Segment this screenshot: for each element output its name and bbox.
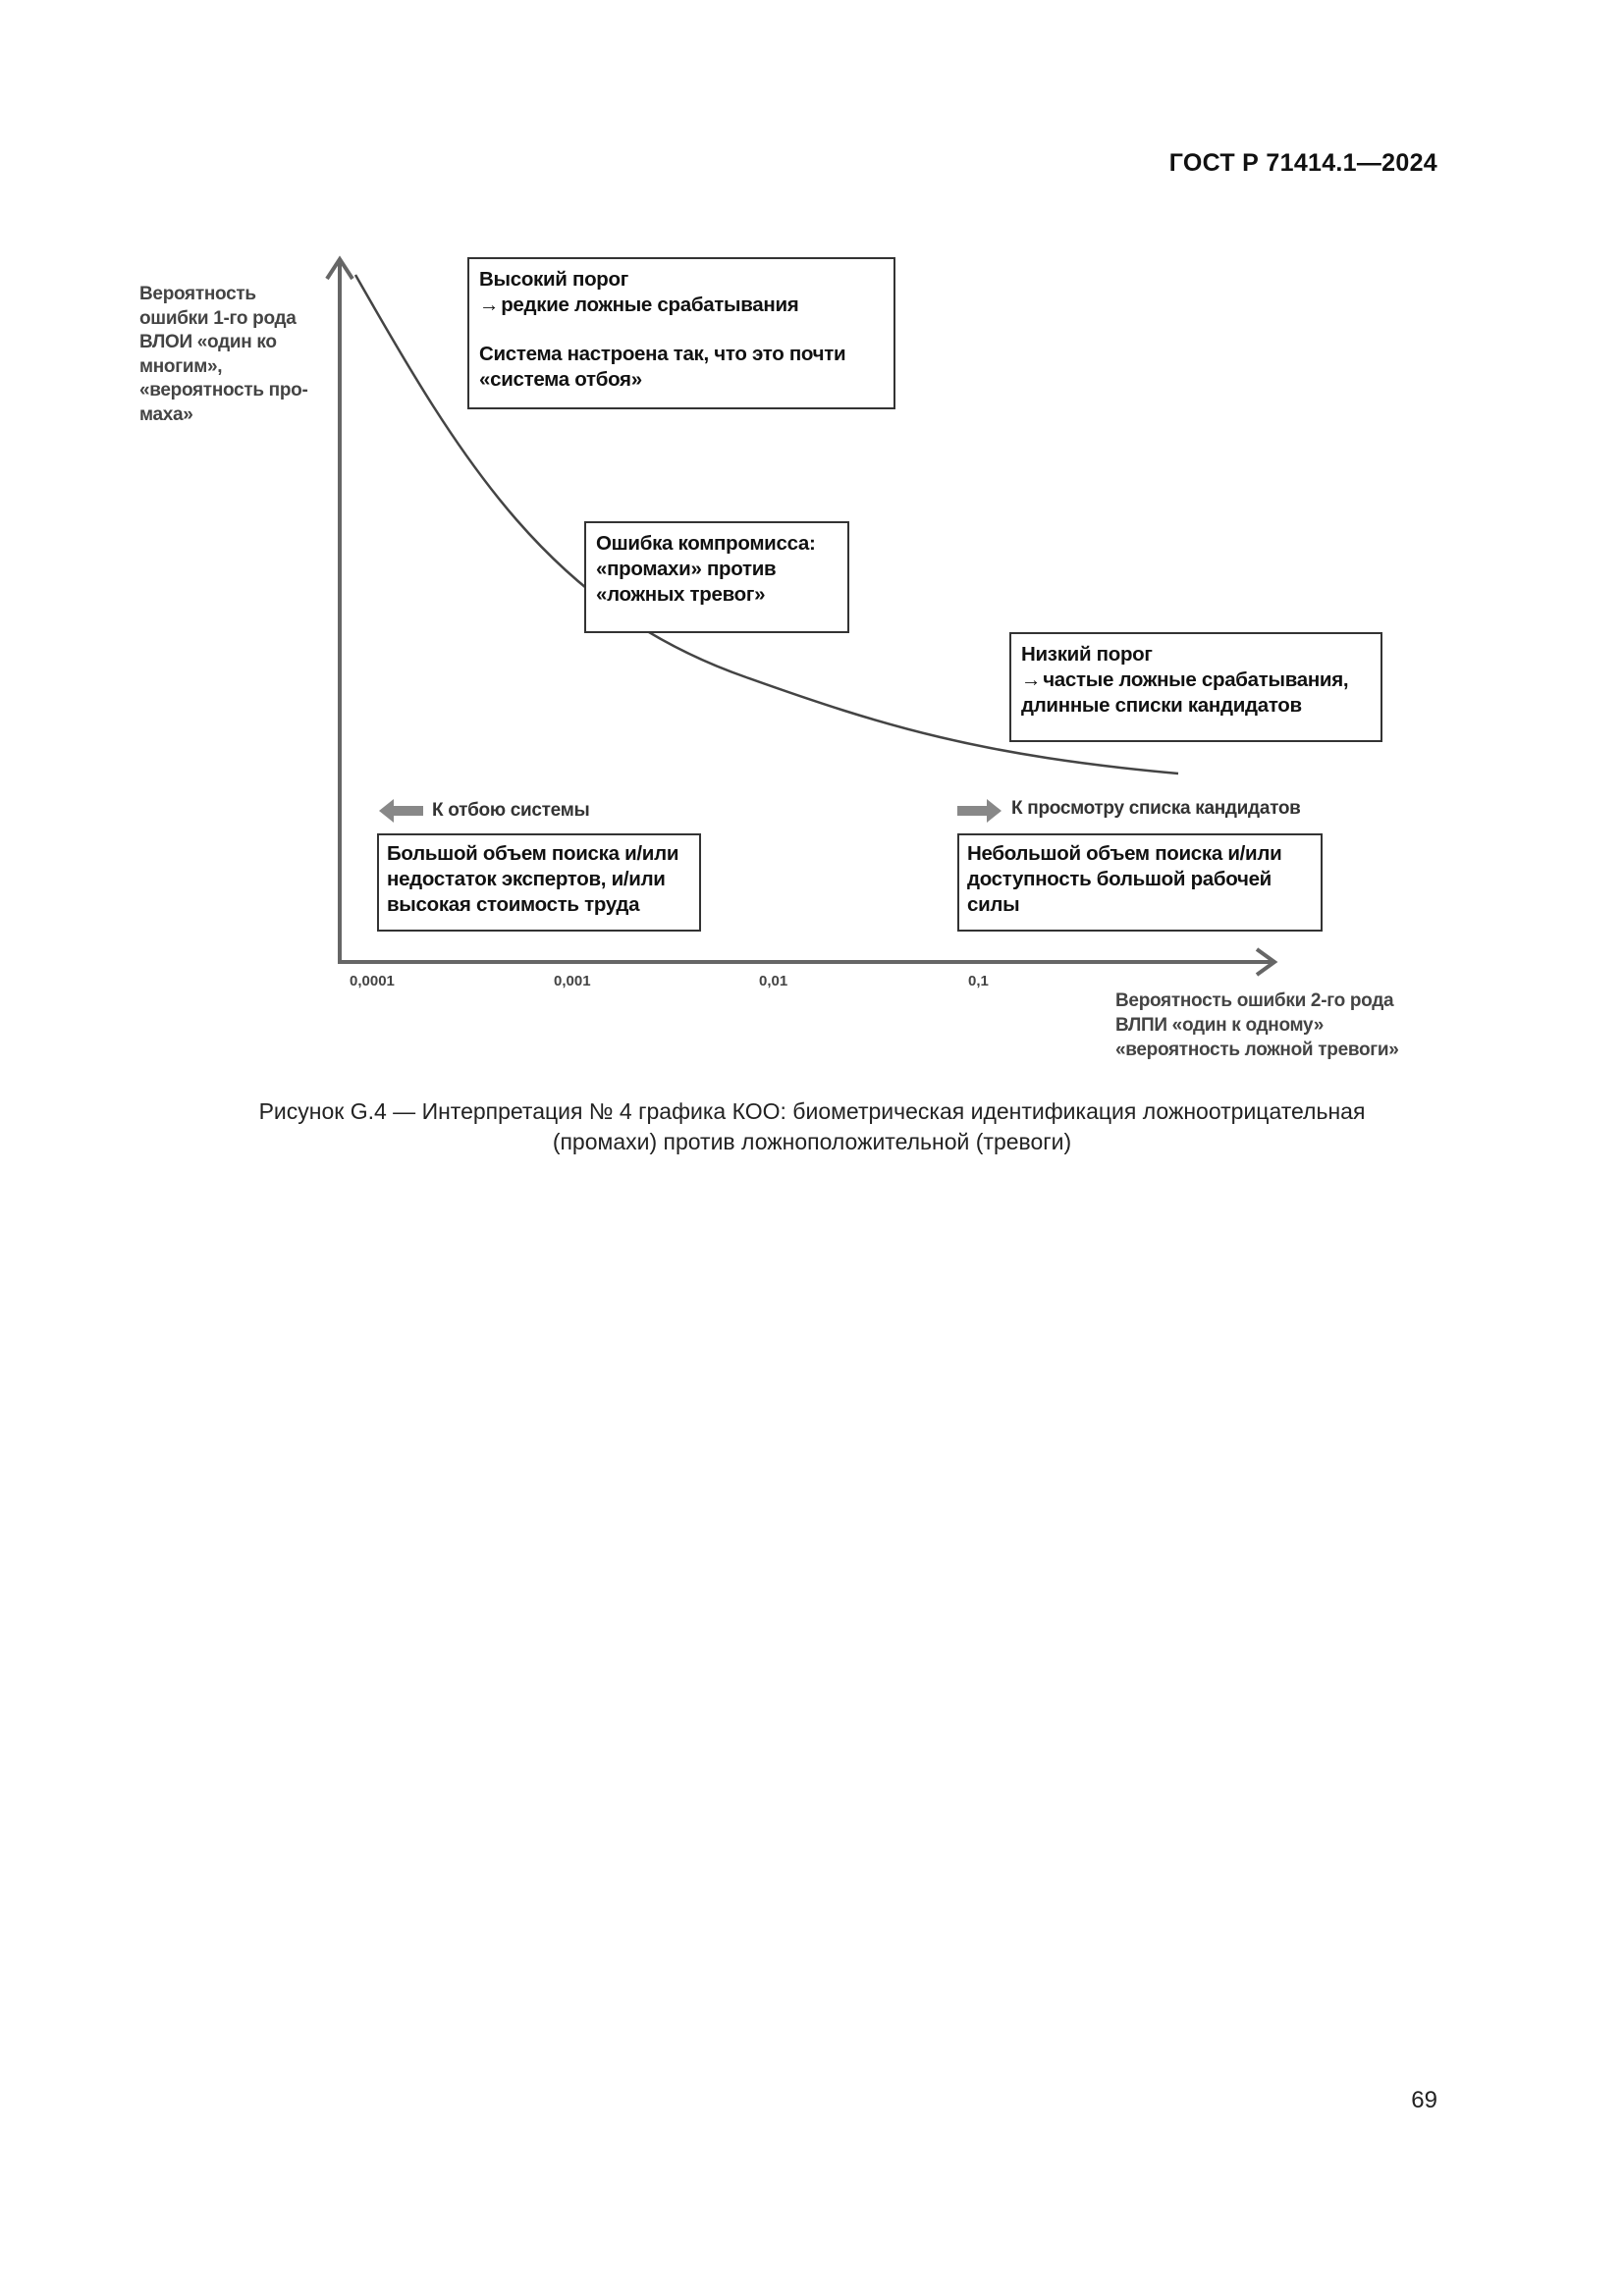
- high-threshold-box: [467, 257, 895, 409]
- box-line: Большой объем поиска и/или: [387, 842, 679, 865]
- document-code-header: ГОСТ Р 71414.1—2024: [1168, 149, 1437, 177]
- high-threshold-title: Высокий порог: [479, 268, 628, 291]
- large-search-volume-box: [377, 833, 701, 932]
- x-axis-label-line: Вероятность ошибки 2-го рода: [1115, 990, 1394, 1011]
- left-direction-label: К отбою системы: [432, 800, 590, 821]
- box-line: недостаток экспертов, и/или: [387, 868, 666, 890]
- box-line: высокая стоимость труда: [387, 893, 640, 916]
- high-threshold-effect: →редкие ложные срабатывания: [479, 294, 799, 316]
- low-threshold-effect: →частые ложные срабатывания,: [1021, 668, 1349, 691]
- x-tick-label: 0,0001: [350, 973, 395, 989]
- y-axis-label-line: «вероятность про-: [139, 380, 308, 400]
- tradeoff-line: «ложных тревог»: [596, 583, 766, 606]
- x-axis-label-line: ВЛПИ «один к одному»: [1115, 1015, 1325, 1036]
- arrow-right-icon: →: [1021, 668, 1042, 691]
- page-number: 69: [1411, 2087, 1437, 2113]
- x-axis-label-line: «вероятность ложной тревоги»: [1115, 1040, 1399, 1060]
- figure-caption: [0, 1096, 1624, 1157]
- high-threshold-note-end: «система отбоя»: [479, 368, 642, 391]
- tradeoff-line: «промахи» против: [596, 558, 777, 580]
- left-direction-arrow: [379, 799, 423, 823]
- y-axis-label-line: многим»,: [139, 355, 223, 377]
- y-axis-label-line: маха»: [139, 403, 193, 425]
- small-search-volume-box: [957, 833, 1323, 932]
- box-line: Небольшой объем поиска и/или: [967, 842, 1282, 865]
- arrow-right-icon: →: [479, 294, 500, 316]
- low-threshold-box: [1009, 632, 1382, 742]
- right-direction-arrow: [957, 799, 1001, 823]
- x-tick-label: 0,001: [554, 973, 591, 989]
- caption-line: (промахи) против ложноположительной (тревоги): [552, 1129, 1072, 1154]
- y-axis-label: [139, 283, 336, 427]
- box-line: доступность большой рабочей: [967, 868, 1272, 890]
- high-threshold-note: Система настроена так, что это почти: [479, 343, 846, 365]
- low-threshold-title: Низкий порог: [1021, 643, 1153, 666]
- y-axis-label-line: Вероятность: [139, 284, 256, 304]
- x-tick-label: 0,1: [968, 973, 989, 989]
- x-tick-label: 0,01: [759, 973, 788, 989]
- y-axis-label-line: ошибки 1-го рода: [139, 307, 297, 329]
- right-direction-label: К просмотру списка кандидатов: [1011, 798, 1301, 819]
- tradeoff-title: Ошибка компромисса:: [596, 532, 816, 555]
- tradeoff-box: [584, 521, 849, 633]
- caption-line: Рисунок G.4 — Интерпретация № 4 графика КОО: биометрическая идентификация ложноотрицательная: [258, 1098, 1366, 1124]
- spacer: [479, 318, 884, 342]
- low-threshold-line: длинные списки кандидатов: [1021, 694, 1302, 717]
- roc-interpretation-figure: [0, 0, 1624, 1099]
- box-line: силы: [967, 893, 1020, 916]
- y-axis-label-line: ВЛОИ «один ко: [139, 332, 277, 352]
- x-axis-label: [1115, 988, 1439, 1062]
